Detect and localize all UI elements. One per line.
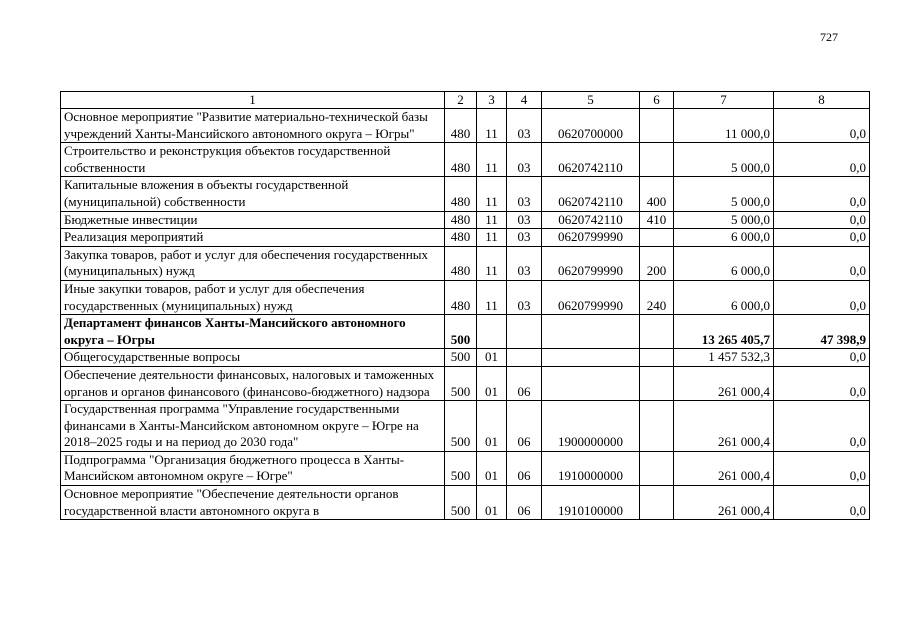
row-name: Департамент финансов Ханты-Мансийского автономного округа – Югры bbox=[61, 315, 445, 349]
table-row-department bbox=[61, 315, 870, 349]
cell-expense-type bbox=[640, 229, 674, 247]
cell-target-item bbox=[542, 349, 640, 367]
row-name: Подпрограмма "Организация бюджетного процесса в Ханты-Мансийском автономном округе – Югре" bbox=[61, 451, 445, 485]
cell-amount: 6 000,0 bbox=[674, 280, 774, 314]
cell-target-item: 1910100000 bbox=[542, 486, 640, 520]
cell-target-item: 0620799990 bbox=[542, 280, 640, 314]
cell-target-item: 0620799990 bbox=[542, 229, 640, 247]
cell-target-item bbox=[542, 366, 640, 400]
cell-target-item: 0620742110 bbox=[542, 177, 640, 211]
cell-subsection: 06 bbox=[507, 401, 542, 452]
cell-admin-code: 480 bbox=[445, 246, 477, 280]
cell-expense-type bbox=[640, 315, 674, 349]
table-row bbox=[61, 211, 870, 229]
cell-amount: 261 000,4 bbox=[674, 451, 774, 485]
cell-expense-type: 400 bbox=[640, 177, 674, 211]
header-cell: 7 bbox=[674, 92, 774, 109]
table-row bbox=[61, 366, 870, 400]
cell-subsection: 03 bbox=[507, 109, 542, 143]
cell-admin-code: 480 bbox=[445, 229, 477, 247]
cell-admin-code: 500 bbox=[445, 401, 477, 452]
cell-amount-extra: 0,0 bbox=[774, 246, 870, 280]
cell-section: 11 bbox=[477, 109, 507, 143]
cell-amount-extra: 0,0 bbox=[774, 109, 870, 143]
row-name: Основное мероприятие "Развитие материально-технической базы учреждений Ханты-Мансийского автономного округа – Югры" bbox=[61, 109, 445, 143]
cell-amount-extra: 0,0 bbox=[774, 280, 870, 314]
page-number: 727 bbox=[820, 30, 838, 44]
cell-amount: 5 000,0 bbox=[674, 143, 774, 177]
cell-amount: 261 000,4 bbox=[674, 486, 774, 520]
cell-expense-type: 240 bbox=[640, 280, 674, 314]
cell-target-item: 1910000000 bbox=[542, 451, 640, 485]
cell-amount: 261 000,4 bbox=[674, 401, 774, 452]
cell-section: 01 bbox=[477, 366, 507, 400]
header-cell: 2 bbox=[445, 92, 477, 109]
cell-section: 01 bbox=[477, 486, 507, 520]
cell-subsection: 03 bbox=[507, 211, 542, 229]
cell-subsection: 06 bbox=[507, 451, 542, 485]
row-name: Реализация мероприятий bbox=[61, 229, 445, 247]
cell-amount-extra: 0,0 bbox=[774, 349, 870, 367]
cell-amount: 6 000,0 bbox=[674, 229, 774, 247]
cell-admin-code: 500 bbox=[445, 315, 477, 349]
cell-section: 11 bbox=[477, 229, 507, 247]
table-row bbox=[61, 143, 870, 177]
cell-admin-code: 500 bbox=[445, 486, 477, 520]
cell-section: 01 bbox=[477, 401, 507, 452]
table-row bbox=[61, 401, 870, 452]
cell-amount: 5 000,0 bbox=[674, 211, 774, 229]
cell-target-item: 1900000000 bbox=[542, 401, 640, 452]
cell-admin-code: 500 bbox=[445, 349, 477, 367]
cell-admin-code: 480 bbox=[445, 211, 477, 229]
cell-section: 11 bbox=[477, 246, 507, 280]
header-cell: 3 bbox=[477, 92, 507, 109]
row-name: Закупка товаров, работ и услуг для обеспечения государственных (муниципальных) нужд bbox=[61, 246, 445, 280]
cell-admin-code: 500 bbox=[445, 451, 477, 485]
row-name: Обеспечение деятельности финансовых, налоговых и таможенных органов и органов финансового (финансово-бюджетного) надзора bbox=[61, 366, 445, 400]
table-row bbox=[61, 486, 870, 520]
cell-subsection: 03 bbox=[507, 229, 542, 247]
cell-amount: 6 000,0 bbox=[674, 246, 774, 280]
cell-subsection bbox=[507, 349, 542, 367]
table-row bbox=[61, 246, 870, 280]
cell-target-item: 0620742110 bbox=[542, 143, 640, 177]
table-row bbox=[61, 109, 870, 143]
cell-section: 01 bbox=[477, 349, 507, 367]
cell-admin-code: 480 bbox=[445, 143, 477, 177]
cell-section: 11 bbox=[477, 280, 507, 314]
cell-amount-extra: 0,0 bbox=[774, 486, 870, 520]
cell-subsection: 06 bbox=[507, 366, 542, 400]
cell-target-item bbox=[542, 315, 640, 349]
cell-target-item: 0620700000 bbox=[542, 109, 640, 143]
cell-amount: 13 265 405,7 bbox=[674, 315, 774, 349]
table-row bbox=[61, 451, 870, 485]
cell-expense-type bbox=[640, 451, 674, 485]
cell-amount-extra: 0,0 bbox=[774, 143, 870, 177]
row-name: Общегосударственные вопросы bbox=[61, 349, 445, 367]
cell-expense-type: 410 bbox=[640, 211, 674, 229]
cell-section: 11 bbox=[477, 211, 507, 229]
cell-subsection: 03 bbox=[507, 246, 542, 280]
cell-target-item: 0620799990 bbox=[542, 246, 640, 280]
row-name: Основное мероприятие "Обеспечение деятельности органов государственной власти автономного округа в bbox=[61, 486, 445, 520]
row-name: Бюджетные инвестиции bbox=[61, 211, 445, 229]
table-row bbox=[61, 177, 870, 211]
cell-section: 01 bbox=[477, 451, 507, 485]
table-row bbox=[61, 280, 870, 314]
cell-section: 11 bbox=[477, 143, 507, 177]
cell-section: 11 bbox=[477, 177, 507, 211]
cell-target-item: 0620742110 bbox=[542, 211, 640, 229]
cell-amount: 261 000,4 bbox=[674, 366, 774, 400]
row-name: Иные закупки товаров, работ и услуг для обеспечения государственных (муниципальных) нужд bbox=[61, 280, 445, 314]
cell-expense-type bbox=[640, 401, 674, 452]
cell-amount-extra: 0,0 bbox=[774, 229, 870, 247]
table-row bbox=[61, 349, 870, 367]
cell-expense-type bbox=[640, 109, 674, 143]
header-cell: 6 bbox=[640, 92, 674, 109]
header-cell: 8 bbox=[774, 92, 870, 109]
row-name: Капитальные вложения в объекты государственной (муниципальной) собственности bbox=[61, 177, 445, 211]
cell-section bbox=[477, 315, 507, 349]
cell-expense-type bbox=[640, 486, 674, 520]
row-name: Государственная программа "Управление государственными финансами в Ханты-Мансийском автономном округе – Югре на 2018–2025 годы и на период до 2030 года" bbox=[61, 401, 445, 452]
cell-expense-type bbox=[640, 366, 674, 400]
cell-amount-extra: 0,0 bbox=[774, 451, 870, 485]
cell-admin-code: 480 bbox=[445, 280, 477, 314]
header-cell: 4 bbox=[507, 92, 542, 109]
budget-table bbox=[60, 91, 870, 520]
cell-amount-extra: 0,0 bbox=[774, 366, 870, 400]
cell-subsection: 03 bbox=[507, 143, 542, 177]
cell-expense-type bbox=[640, 143, 674, 177]
cell-expense-type: 200 bbox=[640, 246, 674, 280]
cell-amount: 11 000,0 bbox=[674, 109, 774, 143]
table-header-row bbox=[61, 92, 870, 109]
cell-amount-extra: 0,0 bbox=[774, 177, 870, 211]
cell-admin-code: 500 bbox=[445, 366, 477, 400]
cell-admin-code: 480 bbox=[445, 177, 477, 211]
cell-amount-extra: 0,0 bbox=[774, 401, 870, 452]
cell-subsection: 03 bbox=[507, 280, 542, 314]
row-name: Строительство и реконструкция объектов государственной собственности bbox=[61, 143, 445, 177]
cell-amount: 1 457 532,3 bbox=[674, 349, 774, 367]
cell-admin-code: 480 bbox=[445, 109, 477, 143]
cell-subsection: 03 bbox=[507, 177, 542, 211]
cell-expense-type bbox=[640, 349, 674, 367]
cell-amount-extra: 47 398,9 bbox=[774, 315, 870, 349]
table-row bbox=[61, 229, 870, 247]
cell-subsection bbox=[507, 315, 542, 349]
header-cell: 1 bbox=[61, 92, 445, 109]
cell-amount-extra: 0,0 bbox=[774, 211, 870, 229]
cell-amount: 5 000,0 bbox=[674, 177, 774, 211]
header-cell: 5 bbox=[542, 92, 640, 109]
cell-subsection: 06 bbox=[507, 486, 542, 520]
